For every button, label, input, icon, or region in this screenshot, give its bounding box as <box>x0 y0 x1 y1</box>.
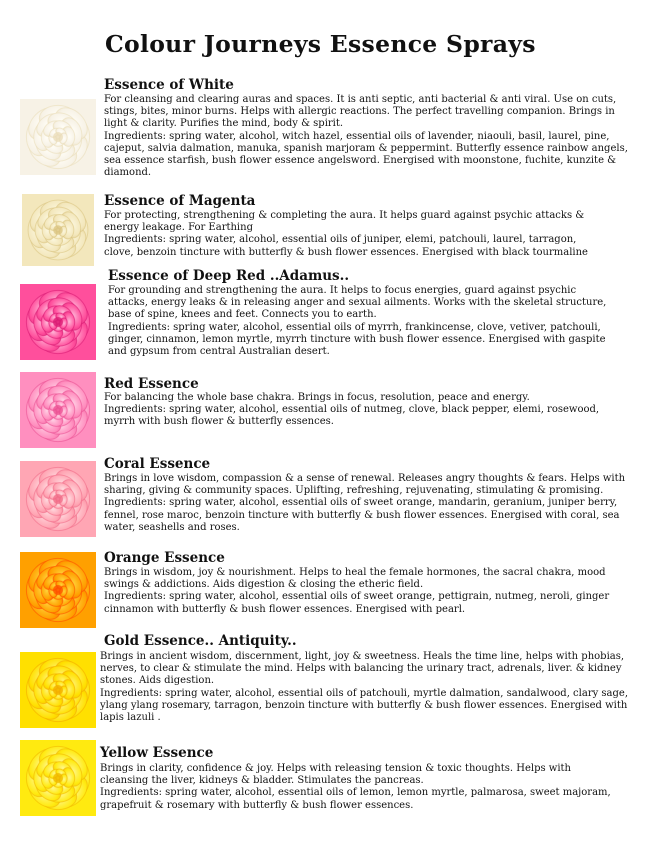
entry-body-yellow <box>100 763 620 812</box>
rose-icon <box>20 282 96 362</box>
entry-title-red: Red Essence <box>104 376 199 392</box>
entry-title-deep-red: Essence of Deep Red ..Adamus.. <box>108 268 350 284</box>
entry-ingredients: Ingredients: spring water, alcohol, essential oils of myrrh, frankincense, clove, vetiver, patchouli, ginger, cinnamon, lemon myrtle, myrrh tincture with bush flower essence. Energised with gaspite and gypsum from central Australian desert. <box>108 321 606 358</box>
entry-title-yellow: Yellow Essence <box>100 745 214 761</box>
entry-title-gold: Gold Essence.. Antiquity.. <box>104 633 297 649</box>
page-title: Colour Journeys Essence Sprays <box>105 30 536 58</box>
entry-description: Brings in love wisdom, compassion & a sense of renewal. Releases angry thoughts & fears. Helps with sharing, giving & community spaces. Uplifting, refreshing, rejuvenating, stimulating & promising. <box>104 473 626 497</box>
entry-body-white <box>104 94 640 179</box>
entry-ingredients: Ingredients: spring water, alcohol, essential oils of patchouli, myrtle dalmation, sandalwood, clary sage, ylang ylang rosemary, tarragon, benzoin tincture with butterfly & bush flower essences. Energised with lapis lazuli . <box>100 687 629 724</box>
entry-body-red <box>104 392 604 429</box>
entry-description: Brings in wisdom, joy & nourishment. Helps to heal the female hormones, the sacral chakra, mood swings & addictions. Aids digestion & closing the etheric field. <box>104 567 606 591</box>
entry-description: For grounding and strengthening the aura. It helps to focus energies, guard against psychic attacks, energy leaks & in releasing anger and sexual ailments. Works with the skeletal structure, base of spine, knees and feet. Connects you to earth. <box>108 285 607 321</box>
entry-description: Brings in clarity, confidence & joy. Helps with releasing tension & toxic thoughts. Helps with cleansing the liver, kidneys & bladder. Stimulates the pancreas. <box>100 763 571 787</box>
rose-icon <box>20 552 96 628</box>
entry-ingredients: Ingredients: spring water, alcohol, essential oils of lemon, lemon myrtle, palmarosa, sweet majoram, grapefruit & rosemary with butterfly & bush flower essences. <box>100 787 611 811</box>
entry-description: Brings in ancient wisdom, discernment, light, joy & sweetness. Heals the time line, helps with phobias, nerves, to clear & stimulate the mind. Helps with balancing the urinary tract, adrenals, liver. & kidney stones. Aids digestion. <box>100 651 625 687</box>
rose-icon <box>20 461 96 537</box>
entry-body-magenta <box>104 210 604 259</box>
entry-body-deep-red <box>108 285 608 358</box>
entry-description: For balancing the whole base chakra. Brings in focus, resolution, peace and energy. <box>104 392 530 403</box>
rose-image-magenta <box>20 194 96 266</box>
rose-image-gold <box>20 652 96 728</box>
entry-ingredients: Ingredients: spring water, alcohol, essential oils of nutmeg, clove, black pepper, elemi, rosewood, myrrh with bush flower & butterfly essences. <box>104 404 600 428</box>
entry-description: For cleansing and clearing auras and spaces. It is anti septic, anti bacterial & anti viral. Use on cuts, stings, bites, minor burns. Helps with allergic reactions. The perfect travelling companion. Brings in light & clarity. Purifies the mind, body & spirit. <box>104 94 617 130</box>
rose-image-yellow <box>20 740 96 816</box>
rose-icon <box>20 652 96 728</box>
rose-icon <box>20 99 96 175</box>
rose-image-white <box>20 99 96 175</box>
rose-icon <box>20 194 96 266</box>
entry-body-gold <box>100 651 636 724</box>
entry-ingredients: Ingredients: spring water, alcohol, witch hazel, essential oils of lavender, niaouli, basil, laurel, pine, cajeput, salvia dalmation, manuka, spanish marjoram & peppermint. Butterfly essence rainbow angels, sea essence starfish, bush flower essence angelsword. Energised with moonstone, fuchite, kunzite & diamond. <box>104 130 628 179</box>
entry-title-magenta: Essence of Magenta <box>104 193 256 209</box>
rose-image-red <box>20 372 96 448</box>
entry-ingredients: Ingredients: spring water, alcohol, essential oils of sweet orange, mandarin, geranium, juniper berry, fennel, rose maroc, benzoin tincture with butterfly & bush flower essences. Energised with coral, sea water, seashells and roses. <box>104 497 620 533</box>
rose-image-deep-red <box>20 282 96 362</box>
entry-title-orange: Orange Essence <box>104 550 225 566</box>
rose-image-coral <box>20 461 96 537</box>
entry-title-coral: Coral Essence <box>104 456 211 472</box>
entry-ingredients: Ingredients: spring water, alcohol, essential oils of juniper, elemi, patchouli, laurel, tarragon, clove, benzoin tincture with butterfly & bush flower essences. Energised with black tourmaline <box>104 234 588 258</box>
rose-icon <box>20 372 96 448</box>
entry-description: For protecting, strengthening & completing the aura. It helps guard against psychic attacks & energy leakage. For Earthing <box>104 210 585 234</box>
entry-body-orange <box>104 567 624 616</box>
entry-title-white: Essence of White <box>104 77 234 93</box>
entry-body-coral <box>104 473 640 534</box>
rose-icon <box>20 740 96 816</box>
rose-image-orange <box>20 552 96 628</box>
entry-ingredients: Ingredients: spring water, alcohol, essential oils of sweet orange, pettigrain, nutmeg, neroli, ginger cinnamon with butterfly & bush flower essences. Energised with pearl. <box>104 591 610 615</box>
